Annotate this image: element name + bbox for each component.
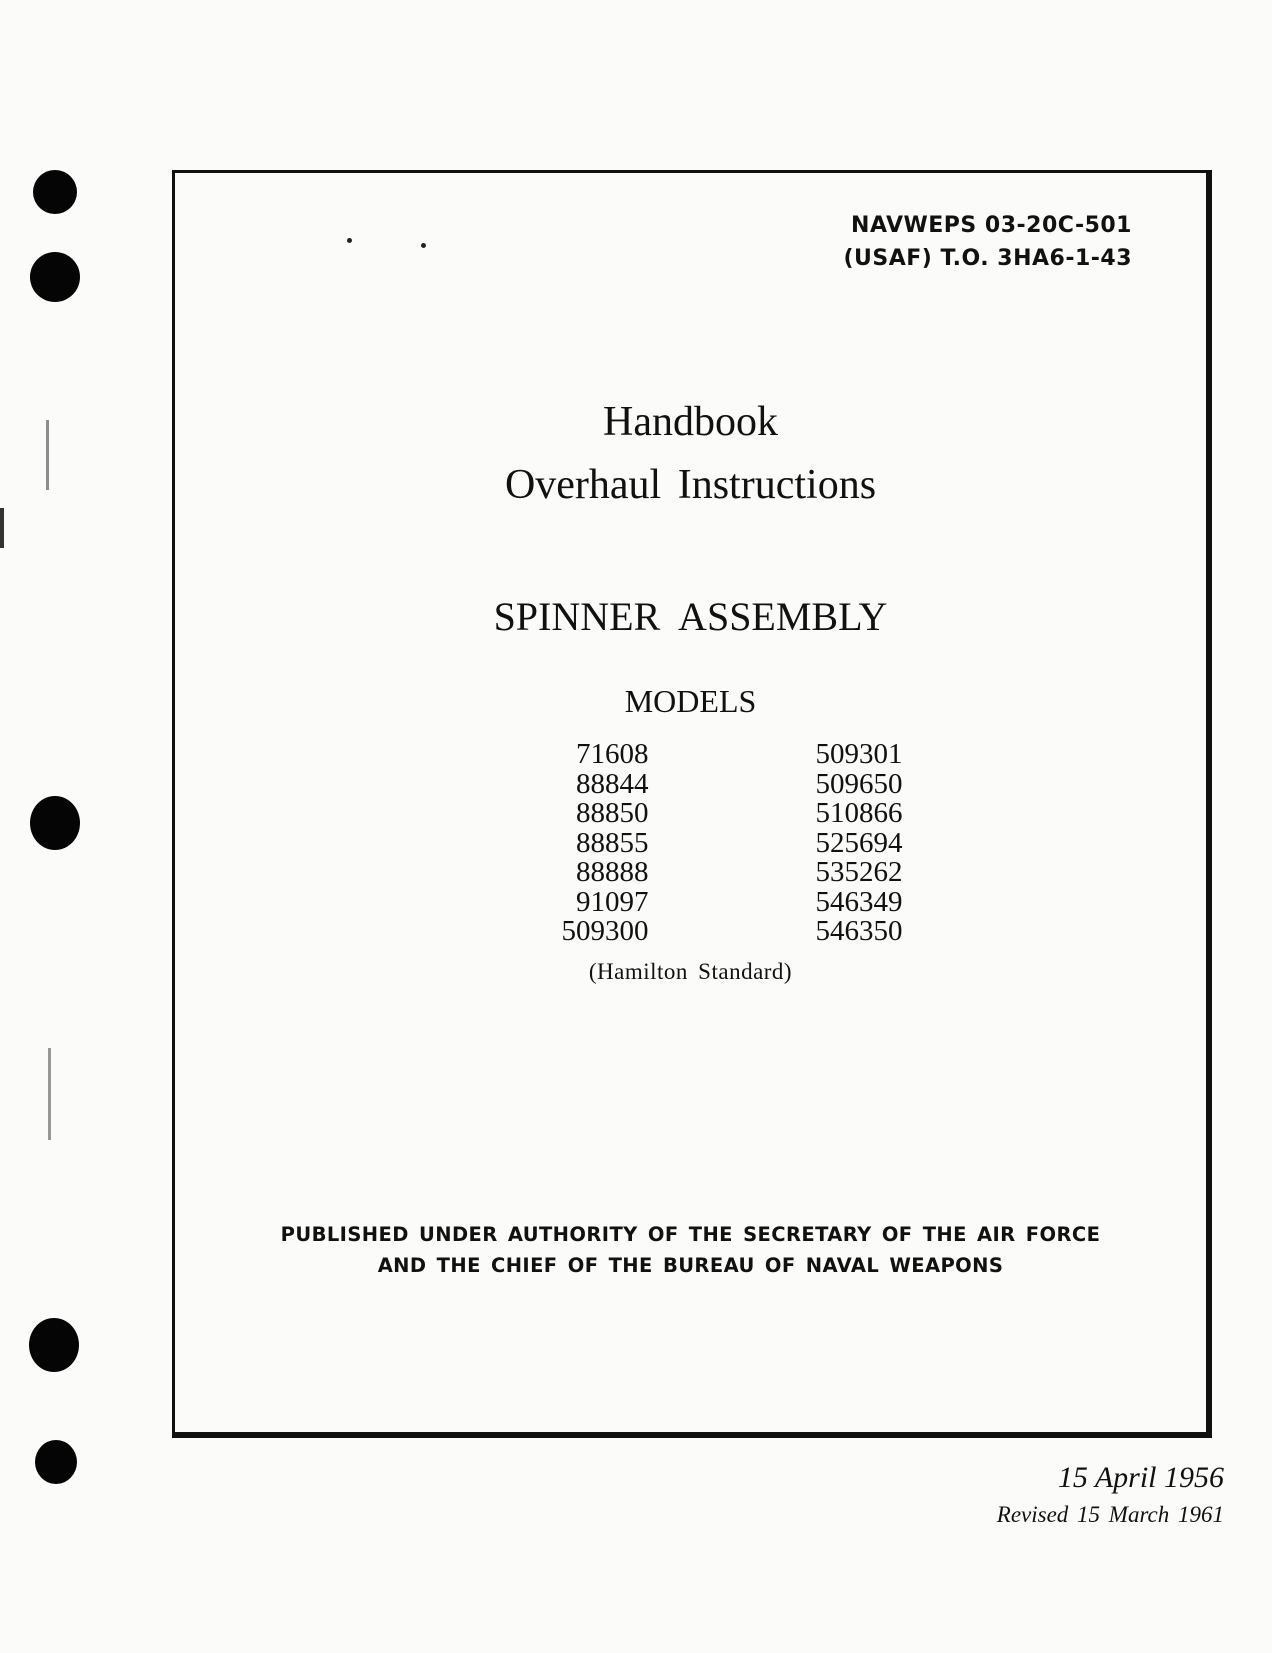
model-number: 88888 — [576, 856, 649, 888]
punch-hole — [33, 170, 77, 214]
binding-mark — [48, 1048, 51, 1140]
model-number: 535262 — [815, 856, 903, 888]
publication-dates — [997, 1458, 1224, 1532]
authority-line: AND THE CHIEF OF THE BUREAU OF NAVAL WEAPONS — [377, 1254, 1004, 1277]
model-number: 88855 — [576, 826, 649, 859]
overhaul-instructions-title: Overhaul Instructions — [504, 462, 877, 508]
binding-mark — [0, 508, 4, 548]
models-heading: MODELS — [624, 683, 757, 719]
document-numbers — [843, 209, 1132, 275]
model-number: 509650 — [815, 767, 903, 800]
content-frame — [172, 170, 1212, 1438]
punch-hole — [30, 252, 80, 302]
usaf-to-number: (USAF) T.O. 3HA6-1-43 — [843, 246, 1132, 271]
punch-hole — [29, 1318, 79, 1372]
model-number: 510866 — [815, 797, 903, 829]
revision-date: Revised 15 March 1961 — [996, 1502, 1224, 1527]
punch-hole — [35, 1440, 77, 1484]
models-list — [175, 740, 1206, 947]
ink-speck — [421, 243, 426, 248]
model-number: 88844 — [576, 767, 649, 800]
model-number: 509301 — [815, 738, 903, 770]
issue-date: 15 April 1956 — [1057, 1461, 1224, 1494]
model-number: 71608 — [576, 738, 649, 770]
model-number: 88850 — [576, 797, 649, 829]
model-number: 91097 — [576, 885, 649, 918]
models-column-left — [479, 740, 649, 947]
handbook-title: Handbook — [603, 399, 778, 445]
authority-line: PUBLISHED UNDER AUTHORITY OF THE SECRETARY OF THE AIR FORCE — [280, 1223, 1101, 1246]
subject-title: SPINNER ASSEMBLY — [493, 594, 888, 639]
model-number: 546349 — [815, 885, 903, 918]
manufacturer-note: (Hamilton Standard) — [588, 959, 793, 984]
binding-mark — [46, 420, 49, 490]
model-number: 509300 — [561, 915, 649, 947]
model-number: 525694 — [815, 826, 903, 859]
publication-authority — [175, 1219, 1206, 1281]
punch-hole — [30, 796, 80, 850]
model-number: 546350 — [815, 915, 903, 947]
ink-speck — [347, 238, 352, 243]
navweps-number: NAVWEPS 03-20C-501 — [851, 213, 1132, 238]
models-column-right — [649, 740, 903, 947]
